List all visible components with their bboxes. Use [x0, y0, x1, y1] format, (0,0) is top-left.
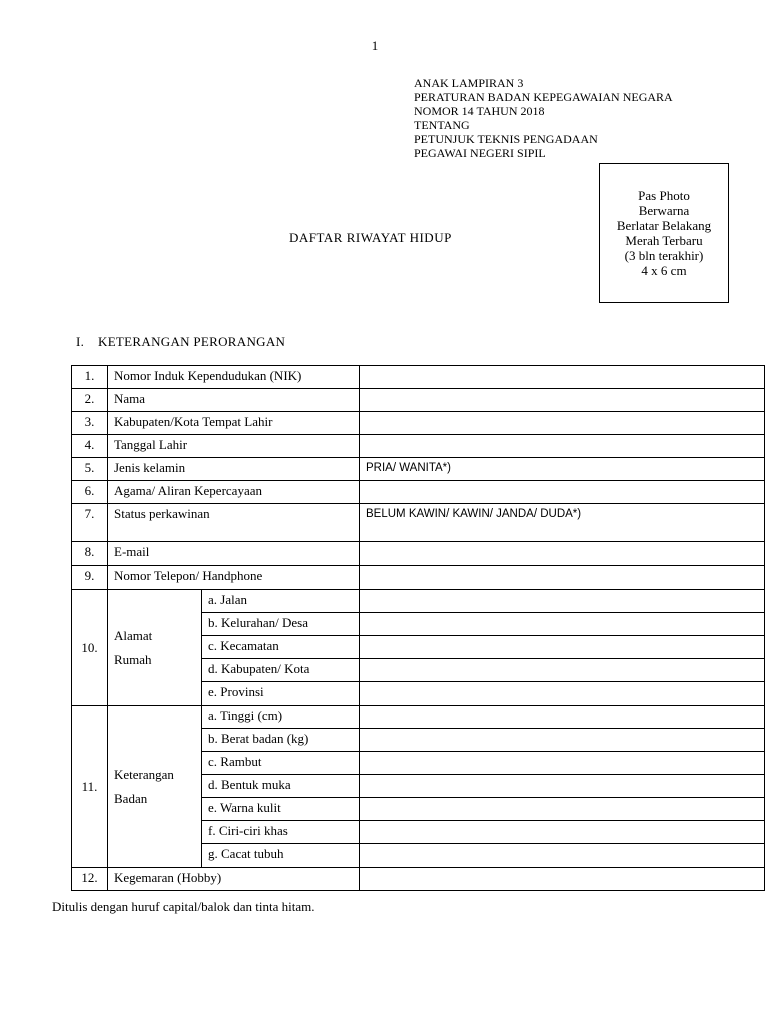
field-value-telepon[interactable] [360, 566, 765, 590]
field-value-jalan[interactable] [360, 590, 765, 613]
field-value-status-perkawinan[interactable]: BELUM KAWIN/ KAWIN/ JANDA/ DUDA*) [360, 504, 765, 542]
row-number: 10. [72, 590, 108, 706]
field-label: Kabupaten/Kota Tempat Lahir [108, 412, 360, 435]
photo-box-line: Pas Photo [638, 188, 690, 203]
photo-box-line: (3 bln terakhir) [624, 248, 704, 263]
sub-field-label: e. Provinsi [202, 682, 360, 706]
photo-box-line: Berwarna [638, 203, 690, 218]
table-row [72, 481, 765, 504]
section-heading [76, 334, 285, 350]
group-label-line: Alamat [114, 627, 153, 643]
field-value-warna-kulit[interactable] [360, 798, 765, 821]
field-value-tempat-lahir[interactable] [360, 412, 765, 435]
row-number: 8. [72, 542, 108, 566]
field-value-provinsi[interactable] [360, 682, 765, 706]
sub-field-label: b. Kelurahan/ Desa [202, 613, 360, 636]
field-label: Agama/ Aliran Kepercayaan [108, 481, 360, 504]
row-number: 3. [72, 412, 108, 435]
field-value-email[interactable] [360, 542, 765, 566]
row-number: 2. [72, 389, 108, 412]
field-value-tanggal-lahir[interactable] [360, 435, 765, 458]
row-number: 6. [72, 481, 108, 504]
field-label: Tanggal Lahir [108, 435, 360, 458]
table-row [72, 458, 765, 481]
row-number: 12. [72, 868, 108, 891]
attachment-header [414, 76, 673, 160]
sub-field-label: a. Tinggi (cm) [202, 706, 360, 729]
table-row [72, 412, 765, 435]
body-group-label [108, 706, 202, 868]
field-value-hobby[interactable] [360, 868, 765, 891]
table-row [72, 389, 765, 412]
photo-placeholder-box [599, 163, 729, 303]
field-value-agama[interactable] [360, 481, 765, 504]
row-number: 7. [72, 504, 108, 542]
photo-box-line: Berlatar Belakang [616, 218, 712, 233]
personal-info-table [71, 365, 765, 891]
row-number: 9. [72, 566, 108, 590]
header-line: TENTANG [414, 118, 470, 132]
field-label: Nama [108, 389, 360, 412]
field-value-bentuk-muka[interactable] [360, 775, 765, 798]
sub-field-label: c. Rambut [202, 752, 360, 775]
sub-field-label: c. Kecamatan [202, 636, 360, 659]
field-value-cacat-tubuh[interactable] [360, 844, 765, 868]
field-value-kelurahan[interactable] [360, 613, 765, 636]
field-label: Kegemaran (Hobby) [108, 868, 360, 891]
table-row [72, 590, 765, 613]
table-row [72, 366, 765, 389]
sub-field-label: b. Berat badan (kg) [202, 729, 360, 752]
header-line: PERATURAN BADAN KEPEGAWAIAN NEGARA [414, 90, 673, 104]
header-line: PETUNJUK TEKNIS PENGADAAN [414, 132, 598, 146]
photo-box-line: 4 x 6 cm [641, 263, 687, 278]
table-row [72, 706, 765, 729]
table-row [72, 868, 765, 891]
field-value-kabupaten[interactable] [360, 659, 765, 682]
row-number: 4. [72, 435, 108, 458]
header-line: ANAK LAMPIRAN 3 [414, 76, 524, 90]
field-value-jenis-kelamin[interactable]: PRIA/ WANITA*) [360, 458, 765, 481]
field-value-tinggi[interactable] [360, 706, 765, 729]
field-label: E-mail [108, 542, 360, 566]
group-label-line: Badan [114, 790, 148, 806]
photo-box-line: Merah Terbaru [625, 233, 703, 248]
field-value-ciri-khas[interactable] [360, 821, 765, 844]
sub-field-label: g. Cacat tubuh [202, 844, 360, 868]
sub-field-label: d. Kabupaten/ Kota [202, 659, 360, 682]
document-title: DAFTAR RIWAYAT HIDUP [289, 230, 452, 245]
header-line: PEGAWAI NEGERI SIPIL [414, 146, 546, 160]
field-value-kecamatan[interactable] [360, 636, 765, 659]
sub-field-label: e. Warna kulit [202, 798, 360, 821]
sub-field-label: f. Ciri-ciri khas [202, 821, 360, 844]
section-number: I. [76, 334, 85, 349]
field-label: Status perkawinan [108, 504, 360, 542]
page-number: 1 [371, 38, 379, 53]
table-row [72, 542, 765, 566]
field-value-berat[interactable] [360, 729, 765, 752]
group-label-line: Rumah [114, 651, 152, 667]
table-row [72, 504, 765, 542]
field-value-nik[interactable] [360, 366, 765, 389]
row-number: 1. [72, 366, 108, 389]
address-group-label [108, 590, 202, 706]
row-number: 5. [72, 458, 108, 481]
group-label-line: Keterangan [114, 766, 174, 782]
table-row [72, 566, 765, 590]
field-value-rambut[interactable] [360, 752, 765, 775]
header-line: NOMOR 14 TAHUN 2018 [414, 104, 545, 118]
sub-field-label: a. Jalan [202, 590, 360, 613]
field-value-nama[interactable] [360, 389, 765, 412]
table-row [72, 435, 765, 458]
sub-field-label: d. Bentuk muka [202, 775, 360, 798]
footnote: Ditulis dengan huruf capital/balok dan tinta hitam. [52, 899, 315, 914]
section-label: KETERANGAN PERORANGAN [98, 334, 286, 349]
field-label: Nomor Telepon/ Handphone [108, 566, 360, 590]
field-label: Nomor Induk Kependudukan (NIK) [108, 366, 360, 389]
row-number: 11. [72, 706, 108, 868]
field-label: Jenis kelamin [108, 458, 360, 481]
